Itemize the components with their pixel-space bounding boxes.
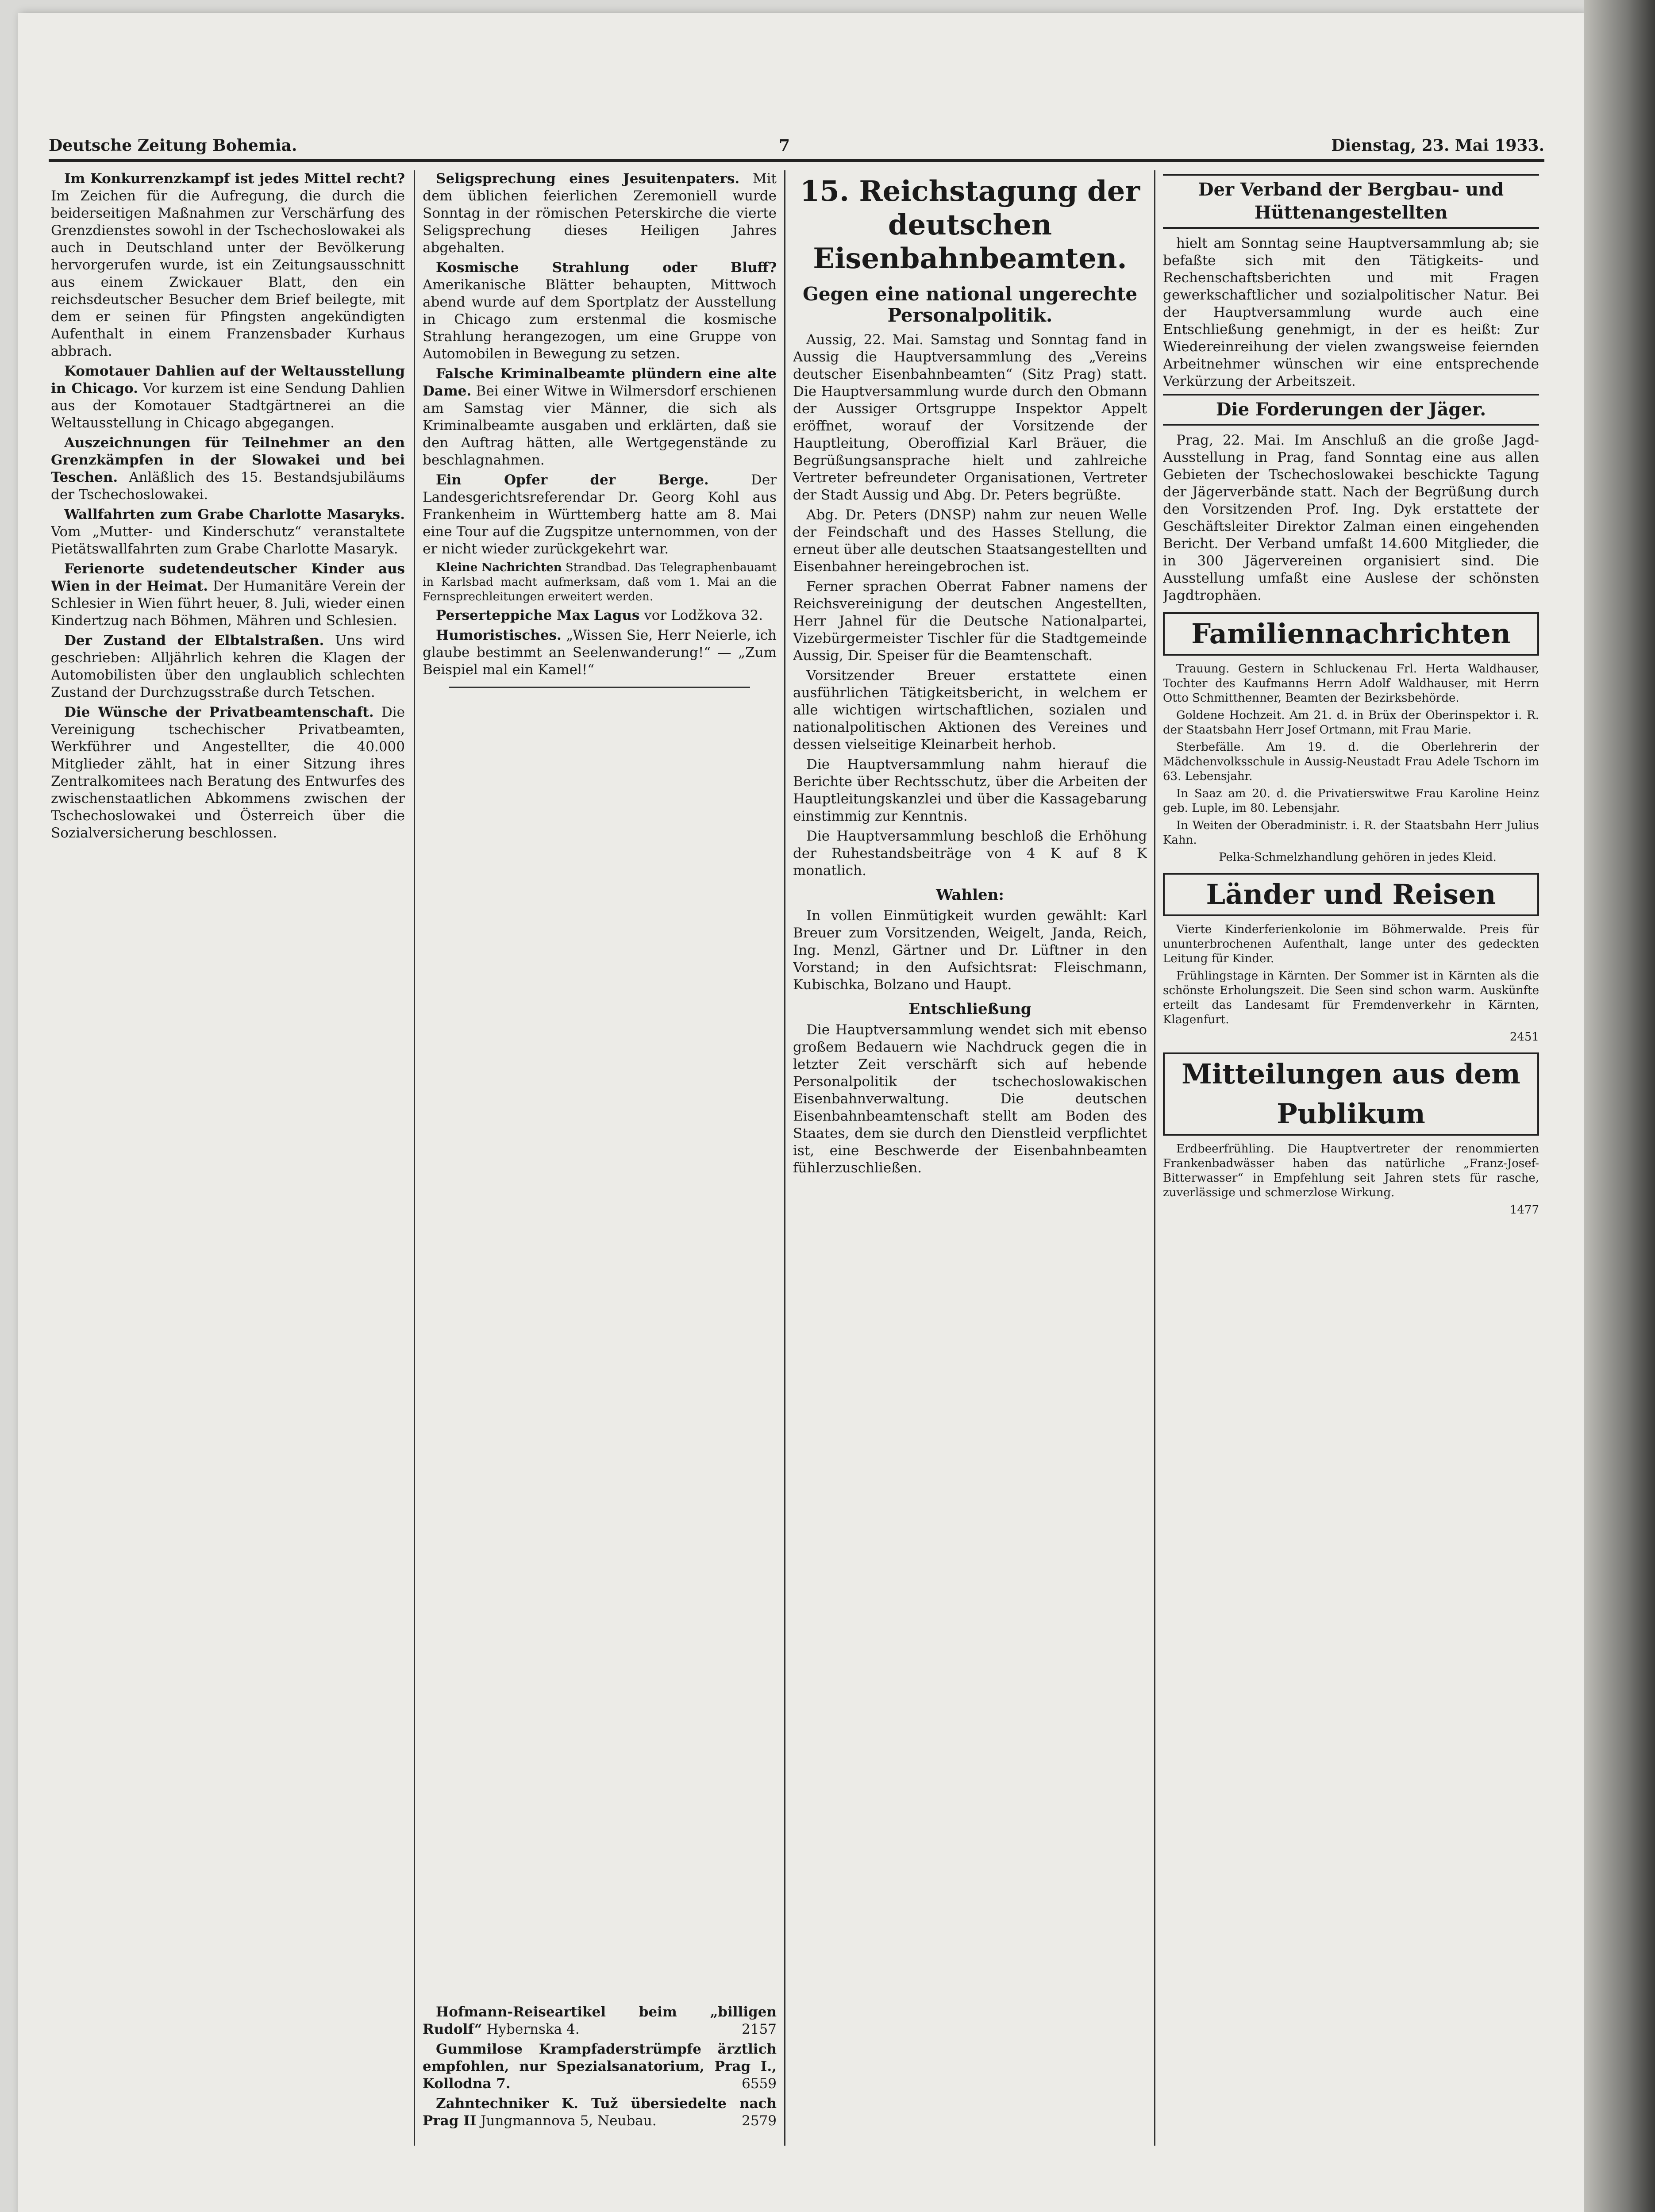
public-item: Erdbeerfrühling. Die Hauptvertreter der renommierten Frankenbadwässer haben das natürliche „Franz-Josef-Bitterwasser“ in Empfehlung seit Jahren stets für rasche, zuverlässige und schmerzlose Wirkung. — [1163, 1142, 1539, 1199]
article-head: Die Wünsche der Privatbeamtenschaft. — [64, 704, 374, 720]
article — [51, 561, 405, 630]
travel-number: 2451 — [1509, 1030, 1539, 1044]
family-item: Trauung. Gestern in Schluckenau Frl. Herta Waldhauser, Tochter des Kaufmanns Herrn Adolf Waldhauser, mit Herrn Otto Schmitthenner, Beamten der Bezirksbehörde. — [1163, 662, 1539, 705]
ad — [423, 2095, 777, 2130]
article-text: Der Landesgerichtsreferendar Dr. Georg Kohl aus Frankenheim in Württemberg hatte am 8. Mai eine Tour auf die Zugspitze unternommen, von der er nicht wieder zurückgekehrt war. — [423, 472, 777, 557]
column-rule — [414, 170, 415, 2146]
article — [423, 259, 777, 363]
ad-sub: Jungmannova 5, Neubau. — [481, 2113, 657, 2129]
article-text: Uns wird geschrieben: Alljährlich kehren die Klagen der Automobilisten über den unglaublich schlechten Zustand der Durchzugsstraße durch Tetschen. — [51, 633, 405, 700]
article — [51, 506, 405, 558]
paragraph: Ferner sprachen Oberrat Fabner namens der Reichsvereinigung der deutschen Angestellten, Herr Jahnel für die Deutsche Nationalpartei, Vizebürgermeister Tischler für die Stadtgemeinde Aussig, Dir. Speiser für die Beamtenschaft. — [793, 579, 1147, 664]
article-text: Mit dem üblichen feierlichen Zeremoniell wurde Sonntag in der römischen Peterskirche die vierte Seligsprechung dieses Heiligen Jahres abgehalten. — [423, 171, 777, 256]
paper-title: Deutsche Zeitung Bohemia. — [49, 136, 297, 155]
article — [423, 561, 777, 604]
article — [423, 472, 777, 558]
family-item: In Weiten der Oberadministr. i. R. der Staatsbahn Herr Julius Kahn. — [1163, 819, 1539, 847]
article-text: Die Vereinigung tschechischer Privatbeamten, Werkführer und Angestellter, die 40.000 Mitglieder zählt, hat in einer Sitzung ihres Zentralkomitees nach Beratung des Entwurfes des zwischenstaatlichen Abkommens zwischen der Tschechoslowakei und Österreich über die Sozialversicherung beschlossen. — [51, 704, 405, 841]
article-head: Der Zustand der Elbtalstraßen. — [64, 633, 324, 649]
page-edge-shadow — [1584, 0, 1655, 2212]
paragraph: Die Hauptversammlung beschloß die Erhöhung der Ruhestandsbeiträge von 4 K auf 8 K monatlich. — [793, 828, 1147, 879]
article — [51, 632, 405, 701]
article-head: Humoristisches. — [436, 627, 562, 643]
article-head: Auszeichnungen für Teilnehmer an den Grenzkämpfen in der Slowakei und bei Teschen. — [51, 435, 405, 485]
article-head: Kosmische Strahlung oder Bluff? — [436, 260, 777, 276]
ad — [423, 2041, 777, 2093]
masthead — [49, 133, 1544, 162]
article-head: Ferienorte sudetendeutscher Kinder aus Wien in der Heimat. — [51, 561, 405, 594]
paragraph: In vollen Einmütigkeit wurden gewählt: Karl Breuer zum Vorsitzenden, Weigelt, Janda, Reich, Ing. Menzl, Gärtner und Dr. Lüftner in den Vorstand; in den Aufsichtsrat: Fleischmann, Kubischka, Bolzano und Haupt. — [793, 908, 1147, 993]
article-text: Im Zeichen für die Aufregung, die durch die beiderseitigen Maßnahmen zur Verschärfung des Grenzdienstes sowohl in der Tschechoslowakei als auch in Deutschland unter der Bevölkerung hervorgerufen wurde, ist ein Zeitungsausschnitt aus einem Zwickauer Blatt, den ein reichsdeutscher Besucher dem Brief beilegte, mit dem er seinen für Pfingsten angekündigten Aufenthalt in einem Franzensbader Kurhaus abbrach. — [51, 188, 405, 359]
family-item: Goldene Hochzeit. Am 21. d. in Brüx der Oberinspektor i. R. der Staatsbahn Herr Josef Ortmann, mit Frau Marie. — [1163, 709, 1539, 737]
column-4 — [1163, 170, 1539, 2159]
paragraph: Die Hauptversammlung nahm hierauf die Berichte über Rechtsschutz, über die Arbeiten der Hauptleitungskanzlei und über die Kassagebarung einstimmig zur Kenntnis. — [793, 757, 1147, 824]
paragraph: Abg. Dr. Peters (DNSP) nahm zur neuen Welle der Feindschaft und des Hasses Stellung, die erneut über alle deutschen Staatsangestellten und Eisenbahner hereingebrochen ist. — [793, 507, 1147, 575]
family-item: Sterbefälle. Am 19. d. die Oberlehrerin der Mädchenvolksschule in Aussig-Neustadt Frau Adele Tschorn im 63. Lebensjahr. — [1163, 741, 1539, 783]
ad-sub: Hybernska 4. — [486, 2021, 580, 2037]
travel-item: Vierte Kinderferienkolonie im Böhmerwalde. Preis für ununterbrochenen Aufenthalt, lange unter des gedeckten Leitung für Kinder. — [1163, 923, 1539, 965]
column-3 — [793, 170, 1147, 2159]
article-text: Bei einer Witwe in Wilmersdorf erschienen am Samstag vier Männer, die sich als Kriminalbeamte ausgaben und erklärten, daß sie den Auftrag hätten, alle Wertgegenstände zu beschlagnahmen. — [423, 383, 777, 468]
column-1 — [51, 170, 405, 2159]
page-number: 7 — [779, 136, 790, 155]
family-item: In Saaz am 20. d. die Privatierswitwe Frau Karoline Heinz geb. Luple, im 80. Lebensjahr. — [1163, 787, 1539, 815]
jaeger-heading: Die Forderungen der Jäger. — [1163, 394, 1539, 426]
article-head: Wallfahrten zum Grabe Charlotte Masaryks. — [64, 507, 405, 522]
divider — [449, 687, 750, 688]
paragraph: hielt am Sonntag seine Hauptversammlung ab; sie befaßte sich mit den Tätigkeits- und Rechenschaftsberichten und mit Fragen gewerkschaftlicher und sozialpolitischer Natur. Bei der Hauptversammlung wurde auch eine Entschließung genehmigt, in der es heißt: Zur Wiedereinreihung der vielen zwangsweise feiernden Arbeitnehmer wünschen wir eine entsprechende Verkürzung der Arbeitszeit. — [1163, 235, 1539, 389]
ad-label: Gummilose Krampfaderstrümpfe ärztlich empfohlen, nur Spezialsanatorium, Prag I., Kollodna 7. — [423, 2041, 777, 2092]
ad-number: 2579 — [742, 2113, 777, 2129]
article — [423, 607, 777, 624]
public-number: 1477 — [1509, 1203, 1539, 1217]
main-headline: 15. Reichstagung der deutschen Eisenbahnbeamten. — [800, 175, 1140, 275]
article-head: Komotauer Dahlien auf der Weltausstellung in Chicago. — [51, 363, 405, 396]
article-text: Anläßlich des 15. Bestandsjubiläums der Tschechoslowakei. — [51, 469, 405, 503]
article — [423, 365, 777, 469]
article — [51, 434, 405, 503]
ads-block — [423, 2004, 777, 2132]
article-text: Vom „Mutter- und Kinderschutz“ veranstaltete Pietätswallfahrten zum Grabe Charlotte Masaryk. — [51, 524, 405, 557]
bergbau-heading: Der Verband der Bergbau- und Hüttenangestellten — [1163, 174, 1539, 229]
article-text: „Wissen Sie, Herr Neierle, ich glaube bestimmt an Seelenwanderung!“ — „Zum Beispiel mal ein Kamel!“ — [423, 627, 777, 678]
family-note: Pelka-Schmelzhandlung gehören in jedes Kleid. — [1219, 851, 1497, 864]
article-head: Falsche Kriminalbeamte plündern eine alte Dame. — [423, 366, 777, 399]
family-news-heading: Familiennachrichten — [1163, 612, 1539, 656]
ad-number: 6559 — [742, 2076, 777, 2092]
article-text: vor Lodžkova 32. — [644, 607, 763, 623]
entschliessung-heading: Entschließung — [908, 1000, 1031, 1018]
article-text: Strandbad. Das Telegraphenbauamt in Karlsbad macht aufmerksam, daß vom 1. Mai an die Fernsprechleitungen erweitert werden. — [423, 561, 777, 603]
paragraph: Vorsitzender Breuer erstattete einen ausführlichen Tätigkeitsbericht, in welchem er alle wichtigen wirtschaftlichen, sozialen und nationalpolitischen Aktionen des Vereines und dessen vielseitige Kleinarbeit herhob. — [793, 668, 1147, 753]
article — [51, 170, 405, 360]
paragraph: Die Hauptversammlung wendet sich mit ebenso großem Bedauern wie Nachdruck gegen die in letzter Zeit verschärft sich auf hebende Personalpolitik der tschechoslowakischen Eisenbahnverwaltung. Die deutschen Eisenbahnbeamtenschaft stellt am Boden des Staates, dem sie durch den Dienstleid verpflichtet ist, eine Beschwerde der Eisenbahnbeamten fühlerzuschließen. — [793, 1022, 1147, 1176]
travel-item: Frühlingstage in Kärnten. Der Sommer ist in Kärnten als die schönste Erholungszeit. Die Seen sind schon warm. Auskünfte erteilt das Landesamt für Fremdenverkehr in Kärnten, Klagenfurt. — [1163, 969, 1539, 1026]
ad-number: 2157 — [742, 2021, 777, 2037]
article — [51, 704, 405, 842]
wahlen-heading: Wahlen: — [936, 886, 1004, 904]
issue-date: Dienstag, 23. Mai 1933. — [1331, 136, 1544, 155]
ad-label: Zahntechniker K. Tuž übersiedelte nach Prag II — [423, 2096, 777, 2129]
article — [51, 363, 405, 432]
article-head: Ein Opfer der Berge. — [436, 472, 709, 488]
column-rule — [784, 170, 785, 2146]
column-rule — [1154, 170, 1155, 2146]
main-subhead: Gegen eine national ungerechte Personalpolitik. — [802, 283, 1138, 326]
article-head: Seligsprechung eines Jesuitenpaters. — [436, 171, 740, 187]
article-text: Vor kurzem ist eine Sendung Dahlien aus der Komotauer Stadtgärtnerei an die Weltausstellung in Chicago abgegangen. — [51, 380, 405, 431]
article — [423, 170, 777, 257]
article-head: Perserteppiche Max Lagus — [436, 607, 640, 623]
paragraph: Aussig, 22. Mai. Samstag und Sonntag fand in Aussig die Hauptversammlung des „Vereins deutscher Eisenbahnbeamten“ (Sitz Prag) statt. Die Hauptversammlung wurde durch den Obmann der Aussiger Ortsgruppe Inspektor Appelt eröffnet, worauf der Vorsitzende der Hauptleitung, Oberoffizial Karl Bräuer, die Begrüßungsansprache hielt und zahlreiche Vertreter befreundeter Organisationen, Vertreter der Stadt Aussig und Abg. Dr. Peters begrüßte. — [793, 332, 1147, 503]
public-heading: Mitteilungen aus dem Publikum — [1163, 1052, 1539, 1136]
paragraph: Prag, 22. Mai. Im Anschluß an die große Jagd-Ausstellung in Prag, fand Sonntag eine aus allen Gebieten der Tschechoslowakei beschickte Tagung der Jägerverbände statt. Nach der Begrüßung durch den Vorsitzenden Prof. Ing. Dyk erstattete der Geschäftsleiter Direktor Zalman einen eingehenden Bericht. Der Verband umfaßt 14.600 Mitglieder, die in 300 Jägervereinen organisiert sind. Die Ausstellung umfaßt eine Auslese der schönsten Jagdtrophäen. — [1163, 432, 1539, 603]
article-text: Der Humanitäre Verein der Schlesier in Wien führt heuer, 8. Juli, wieder einen Kindertzug nach Böhmen, Mähren und Schlesien. — [51, 578, 405, 629]
ad — [423, 2004, 777, 2038]
article — [423, 627, 777, 679]
article-head: Kleine Nachrichten — [436, 561, 562, 574]
article-text: Amerikanische Blätter behaupten, Mittwoch abend wurde auf dem Sportplatz der Ausstellung in Chicago zum erstenmal die kosmische Strahlung herangezogen, um eine Gruppe von Automobilen in Bewegung zu setzen. — [423, 277, 777, 362]
travel-heading: Länder und Reisen — [1163, 873, 1539, 916]
column-2 — [423, 170, 777, 2159]
ad-label: Hofmann-Reiseartikel beim „billigen Rudolf“ — [423, 2004, 777, 2037]
article-head: Im Konkurrenzkampf ist jedes Mittel recht? — [64, 171, 405, 187]
